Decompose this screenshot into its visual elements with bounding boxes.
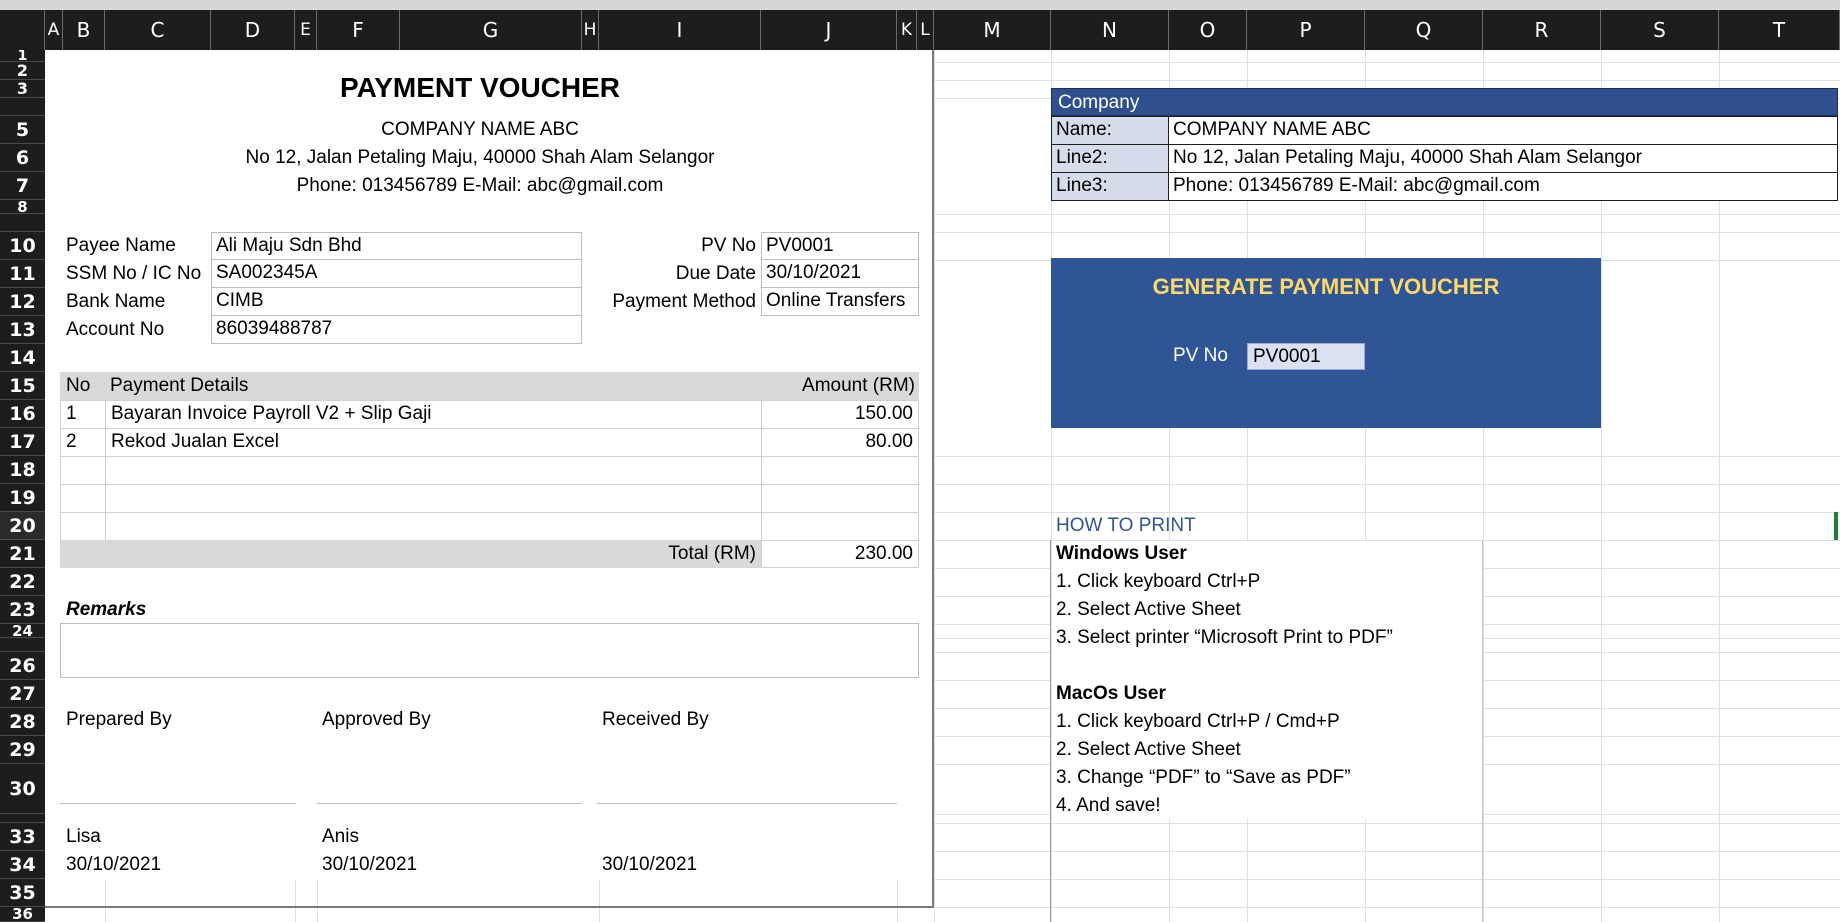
row-header-10[interactable]: 10 [0,232,45,260]
row-header-34[interactable]: 34 [0,851,45,879]
gridline [317,880,318,922]
payment-method-label: Payment Method [612,291,756,312]
payee-name-label: Payee Name [66,235,176,256]
column-header-b[interactable]: B [63,10,105,50]
column-header-o[interactable]: O [1169,10,1247,50]
row-header-20[interactable]: 20 [0,512,45,540]
approved-name: Anis [322,826,359,847]
gridline [934,823,1840,824]
table-row-details[interactable]: Rekod Jualan Excel [105,428,762,457]
column-header-q[interactable]: Q [1365,10,1483,50]
row-header-19[interactable]: 19 [0,484,45,512]
toolbar-strip [0,0,1840,10]
column-header-i[interactable]: I [599,10,761,50]
gridline [934,80,1840,81]
gridline [934,851,1840,852]
prepared-name: Lisa [66,826,101,847]
table-row-amount[interactable]: 80.00 [761,428,919,457]
table-row-details[interactable] [105,512,762,541]
gridline [934,232,1840,233]
column-header-n[interactable]: N [1051,10,1169,50]
column-header-c[interactable]: C [105,10,211,50]
howto-heading: HOW TO PRINT [1056,515,1196,536]
ssm-field[interactable]: SA002345A [211,259,582,288]
remarks-field[interactable] [60,623,919,678]
company-line3-label: Line3: [1051,172,1169,201]
generator-pv-label: PV No [1173,345,1228,366]
table-row-no[interactable] [60,512,106,541]
row-header-31 [0,814,45,823]
company-box-header: Company [1051,88,1838,116]
payee-name-field[interactable]: Ali Maju Sdn Bhd [211,232,582,260]
row-header-8[interactable]: 8 [0,200,45,214]
prepared-by-label: Prepared By [66,709,172,730]
row-header-35[interactable]: 35 [0,879,45,907]
column-header-l[interactable]: L [917,10,934,50]
row-header-27[interactable]: 27 [0,680,45,708]
table-row-details[interactable]: Bayaran Invoice Payroll V2 + Slip Gaji [105,400,762,429]
mac-step: 1. Click keyboard Ctrl+P / Cmd+P [1056,711,1340,732]
approved-date: 30/10/2021 [322,854,418,875]
row-header-33[interactable]: 33 [0,823,45,851]
select-all-corner[interactable] [0,10,45,50]
table-row-amount[interactable]: 150.00 [761,400,919,429]
page-break-horizontal [45,906,934,908]
table-col-amount: Amount (RM) [802,375,915,396]
gridline [934,456,1840,457]
windows-user-title: Windows User [1056,543,1187,564]
voucher-title: PAYMENT VOUCHER [339,72,621,103]
pv-no-label: PV No [701,235,756,256]
table-col-no: No [66,375,91,396]
generator-pv-input[interactable]: PV0001 [1247,343,1365,370]
due-date-field[interactable]: 30/10/2021 [761,259,919,288]
row-header-14[interactable]: 14 [0,344,45,372]
column-header-t[interactable]: T [1719,10,1840,50]
area-border [1050,540,1051,922]
gridline [934,484,1840,485]
row-header-7[interactable]: 7 [0,172,45,200]
windows-step: 1. Click keyboard Ctrl+P [1056,571,1261,592]
active-cell-indicator [1834,512,1838,540]
gridline [934,907,1840,908]
column-header-h[interactable]: H [582,10,599,50]
mac-user-title: MacOs User [1056,683,1166,704]
area-border [1482,540,1483,922]
prepared-date: 30/10/2021 [66,854,162,875]
gridline [897,880,898,922]
column-header-s[interactable]: S [1601,10,1719,50]
row-header-30[interactable]: 30 [0,764,45,814]
table-row-no[interactable] [60,456,106,485]
voucher-company-name: COMPANY NAME ABC [381,119,579,140]
table-row-details[interactable] [105,484,762,513]
row-header-3[interactable]: 3 [0,80,45,98]
payment-method-field[interactable]: Online Transfers [761,287,919,316]
gridline [934,62,1840,63]
received-date: 30/10/2021 [602,854,698,875]
column-header-r[interactable]: R [1483,10,1601,50]
row-header-28[interactable]: 28 [0,708,45,736]
row-header-16[interactable]: 16 [0,400,45,428]
total-label: Total (RM) [668,543,756,564]
mac-step: 3. Change “PDF” to “Save as PDF” [1056,767,1351,788]
row-header-13[interactable]: 13 [0,316,45,344]
account-no-field[interactable]: 86039488787 [211,315,582,344]
total-value: 230.00 [761,540,919,568]
row-header-36[interactable]: 36 [0,907,45,922]
row-header-21[interactable]: 21 [0,540,45,568]
voucher-address: No 12, Jalan Petaling Maju, 40000 Shah Alam Selangor [245,147,715,168]
row-header-9 [0,214,45,232]
signature-line-approved [317,803,582,804]
row-header-29[interactable]: 29 [0,736,45,764]
company-name-label: Name: [1051,116,1169,145]
row-header-2[interactable]: 2 [0,62,45,80]
table-row-no[interactable] [60,484,106,513]
table-row-no[interactable]: 1 [60,400,106,429]
mac-step: 2. Select Active Sheet [1056,739,1241,760]
row-header-26[interactable]: 26 [0,652,45,680]
column-header-e[interactable]: E [295,10,317,50]
gridline [934,879,1840,880]
row-header-17[interactable]: 17 [0,428,45,456]
table-row-amount[interactable] [761,512,919,541]
row-header-5[interactable]: 5 [0,116,45,144]
table-row-amount[interactable] [761,484,919,513]
signature-line-prepared [60,803,296,804]
row-header-22[interactable]: 22 [0,568,45,596]
column-header-a[interactable]: A [45,10,63,50]
received-by-label: Received By [602,709,709,730]
column-header-g[interactable]: G [400,10,582,50]
row-header-15[interactable]: 15 [0,372,45,400]
row-header-1[interactable]: 1 [0,50,45,62]
gridline [934,50,935,922]
generate-voucher-title: GENERATE PAYMENT VOUCHER [1152,274,1500,299]
pv-no-field[interactable]: PV0001 [761,232,919,260]
row-header-18[interactable]: 18 [0,456,45,484]
company-line2-field[interactable]: No 12, Jalan Petaling Maju, 40000 Shah Alam Selangor [1168,144,1838,173]
row-header-24[interactable]: 24 [0,624,45,638]
bank-name-label: Bank Name [66,291,166,312]
column-header-d[interactable]: D [211,10,295,50]
ssm-label: SSM No / IC No [66,263,202,284]
approved-by-label: Approved By [322,709,431,730]
row-header-25 [0,638,45,652]
table-row-details[interactable] [105,456,762,485]
row-header-11[interactable]: 11 [0,260,45,288]
gridline [105,880,106,922]
voucher-contact: Phone: 013456789 E-Mail: abc@gmail.com [296,175,664,196]
company-line3-field[interactable]: Phone: 013456789 E-Mail: abc@gmail.com [1168,172,1838,201]
row-header-6[interactable]: 6 [0,144,45,172]
mac-step: 4. And save! [1056,795,1161,816]
column-header-p[interactable]: P [1247,10,1365,50]
company-line2-label: Line2: [1051,144,1169,173]
column-header-j[interactable]: J [761,10,897,50]
column-header-f[interactable]: F [317,10,400,50]
gridline [934,214,1840,215]
due-date-label: Due Date [675,263,756,284]
windows-step: 2. Select Active Sheet [1056,599,1241,620]
table-row-no[interactable]: 2 [60,428,106,457]
gridline [599,880,600,922]
company-name-field[interactable]: COMPANY NAME ABC [1168,116,1838,145]
windows-step: 3. Select printer “Microsoft Print to PDF” [1056,627,1393,648]
gridline [295,880,296,922]
remarks-label: Remarks [66,599,147,620]
signature-line-received [597,803,897,804]
account-no-label: Account No [66,319,165,340]
bank-name-field[interactable]: CIMB [211,287,582,316]
column-header-k[interactable]: K [897,10,917,50]
table-row-amount[interactable] [761,456,919,485]
row-header-23[interactable]: 23 [0,596,45,624]
page-break-vertical [932,50,934,908]
table-col-details: Payment Details [110,375,249,396]
column-header-m[interactable]: M [934,10,1051,50]
row-header-4 [0,98,45,116]
row-header-12[interactable]: 12 [0,288,45,316]
